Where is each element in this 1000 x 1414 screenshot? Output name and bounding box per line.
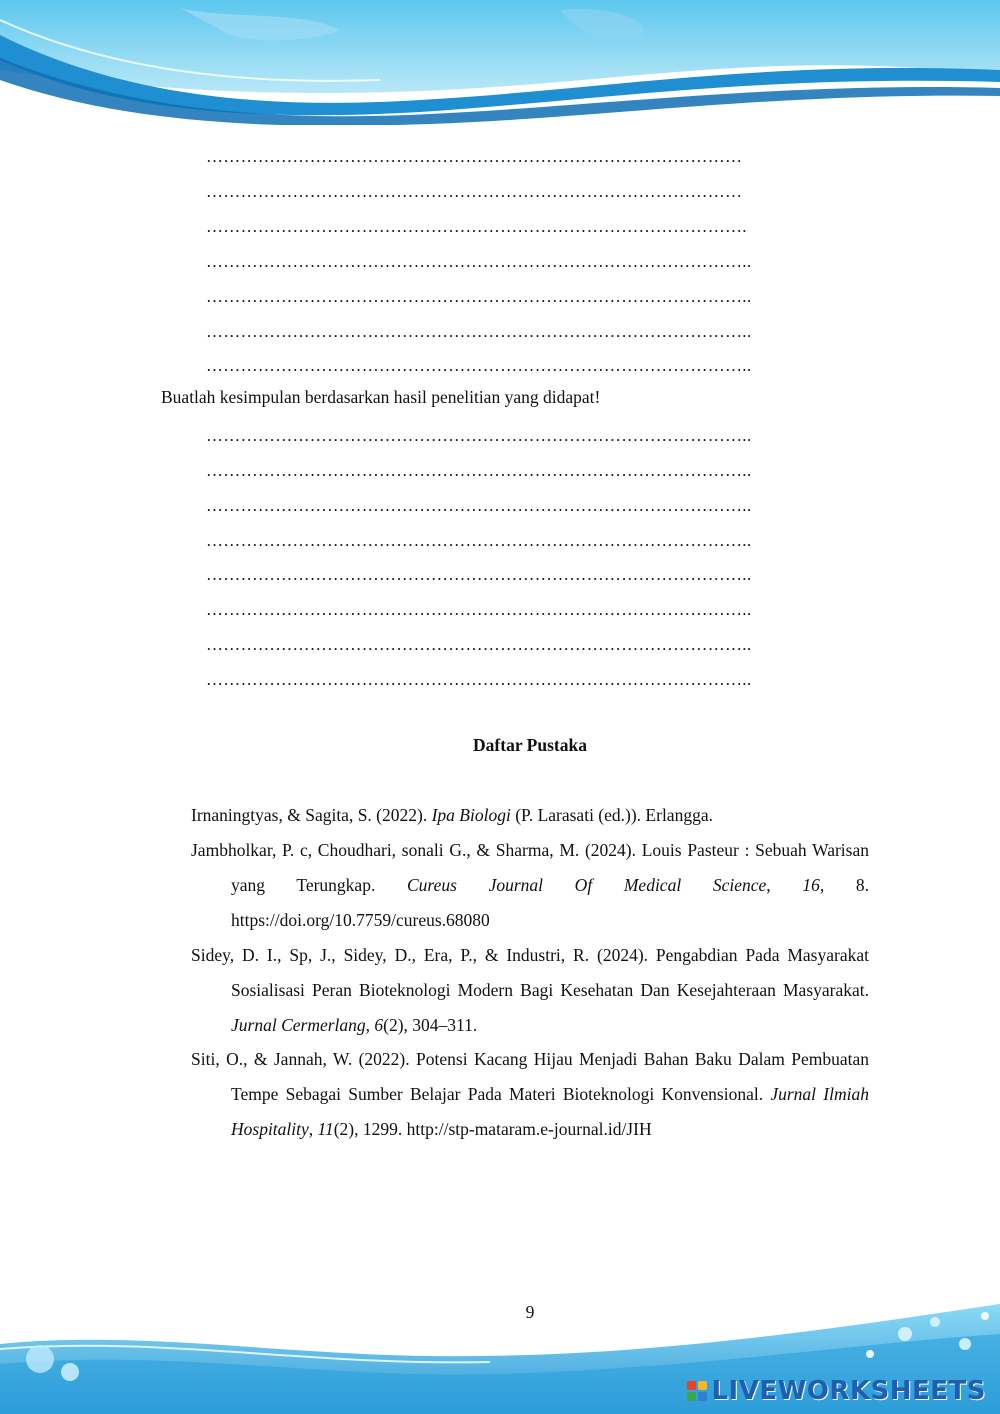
logo-square <box>687 1381 696 1390</box>
page-number: 9 <box>525 1302 535 1322</box>
logo-square <box>698 1392 707 1401</box>
answer-line[interactable]: ………………………………………………………………………………….. <box>206 426 752 445</box>
reference-journal-italic: Jurnal Ilmiah Hospitality <box>231 1084 869 1139</box>
reference-entry <box>191 938 869 1043</box>
answer-line[interactable]: ………………………………………………………………………………….. <box>206 356 752 375</box>
reference-title-italic: Ipa Biologi <box>431 805 511 825</box>
reference-entry <box>191 833 869 938</box>
top-wave-banner <box>0 0 1000 125</box>
reference-text: , <box>365 1015 375 1035</box>
reference-text: (P. Larasati (ed.)). Erlangga. <box>510 805 713 825</box>
reference-text: , <box>766 875 803 895</box>
answer-line[interactable]: ………………………………………………………………………………….. <box>206 287 752 306</box>
reference-text: (2), 304–311. <box>383 1015 478 1035</box>
reference-journal-italic: Jurnal Cermerlang <box>231 1015 366 1035</box>
answer-line[interactable]: ………………………………………………………………………………….. <box>206 496 752 515</box>
conclusion-instruction: Buatlah kesimpulan berdasarkan hasil penelitian yang didapat! <box>161 387 601 407</box>
reference-entry <box>191 798 869 833</box>
reference-entry <box>191 1042 869 1147</box>
reference-text: (2), 1299. http://stp-mataram.e-journal.id/JIH <box>333 1119 652 1139</box>
answer-line[interactable]: ………………………………………………………………………………… <box>206 182 743 201</box>
answer-line[interactable]: ………………………………………………………………………………….. <box>206 565 752 584</box>
reference-text: Sidey, D. I., Sp, J., Sidey, D., Era, P., & Industri, R. (2024). Pengabdian Pada Masyarakat Sosialisasi Peran Bioteknologi Modern Bagi Kesehatan Dan Kesejahteraan Masyarakat. <box>191 945 869 1000</box>
reference-text: , <box>308 1119 318 1139</box>
reference-text: , 8. https://doi.org/10.7759/cureus.68080 <box>231 875 870 930</box>
reference-volume-italic: 11 <box>317 1119 334 1139</box>
liveworksheets-logo-icon <box>687 1381 707 1401</box>
reference-text: Irnaningtyas, & Sagita, S. (2022). <box>191 805 432 825</box>
liveworksheets-brand[interactable] <box>687 1376 986 1406</box>
logo-square <box>698 1381 707 1390</box>
answer-line[interactable]: ………………………………………………………………………………….. <box>206 635 752 654</box>
answer-line[interactable]: ………………………………………………………………………………… <box>206 147 743 166</box>
answer-line[interactable]: ………………………………………………………………………………….. <box>206 461 752 480</box>
liveworksheets-wordmark: LIVEWORKSHEETS <box>711 1376 986 1406</box>
answer-line[interactable]: …………………………………………………………………………………. <box>206 217 747 236</box>
answer-line[interactable]: ………………………………………………………………………………….. <box>206 531 752 550</box>
reference-text: Jambholkar, P. c, Choudhari, sonali G., & Sharma, M. (2024). Louis Pasteur : Sebuah Warisan yang Terungkap. <box>191 840 869 895</box>
reference-journal-italic: Cureus Journal Of Medical Science <box>407 875 767 895</box>
answer-line[interactable]: ………………………………………………………………………………….. <box>206 600 752 619</box>
answer-line[interactable]: ………………………………………………………………………………….. <box>206 670 752 689</box>
reference-volume-italic: 16 <box>802 875 820 895</box>
answer-line[interactable]: ………………………………………………………………………………….. <box>206 252 752 271</box>
bibliography-title: Daftar Pustaka <box>473 735 587 755</box>
reference-text: Siti, O., & Jannah, W. (2022). Potensi Kacang Hijau Menjadi Bahan Baku Dalam Pembuatan Tempe Sebagai Sumber Belajar Pada Materi Bioteknologi Konvensional. <box>191 1049 869 1104</box>
answer-line[interactable]: ………………………………………………………………………………….. <box>206 322 752 341</box>
reference-volume-italic: 6 <box>374 1015 384 1035</box>
logo-square <box>687 1392 696 1401</box>
